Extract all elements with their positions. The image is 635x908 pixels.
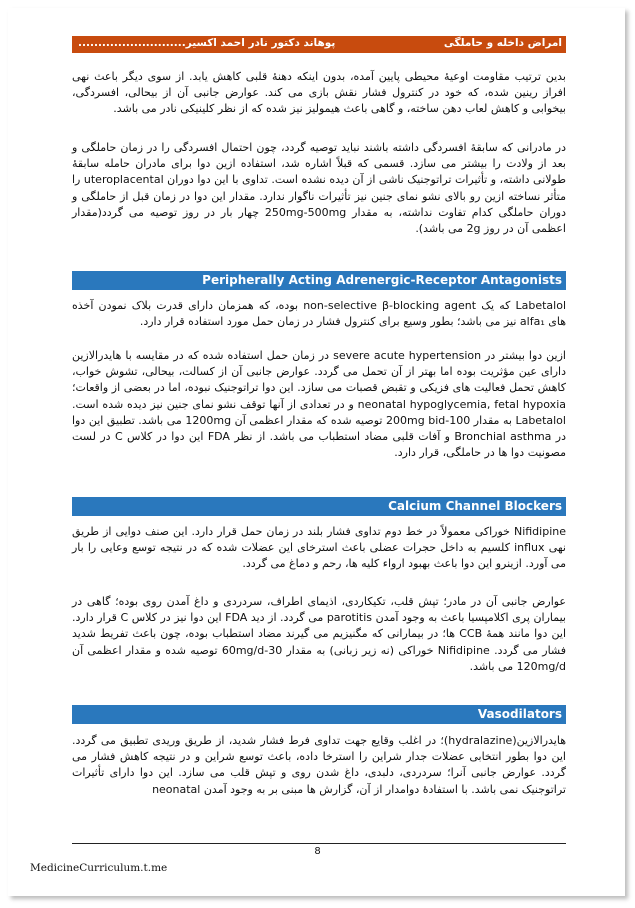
paragraph-1 bbox=[72, 69, 566, 118]
header-author: پوهاند دکتور نادر احمد اکسیر........................... bbox=[78, 37, 336, 49]
paragraph-5 bbox=[72, 524, 566, 573]
section-header-adrenergic bbox=[72, 271, 566, 290]
paragraph-6 bbox=[72, 594, 566, 675]
paragraph-2 bbox=[72, 140, 566, 237]
paragraph-2-text: در مادرانی که سابقهٔ افسردگی داشته باشند نباید توصیه گردد، چون احتمال افسردگی را در زمان حاملگی و بعد از ولادت را بیشتر می سازد. قسمی که قبلاً اشاره شد، استفاده ازین دوا برای مادران حامله سابقهٔ طولانی داشته، و تأثیرات تراتوجنیک ناشی از آن دیده نشده است. تداوی با این دوا دوران uteroplacental را متأثر نساخته ازین رو بالای نشو نمای جنین نیز تأثیرات ناگوار ندارد. مقدار این دوا در زمان قبل از حاملگی و دوران حاملگی کدام تفاوت نداشته، به مقدار 250mg-500mg چهار بار در روز توصیه می گردد(مقدار اعظمی آن در روز 2g می باشد). bbox=[72, 141, 566, 236]
channel-link[interactable]: MedicineCurriculum.t.me bbox=[30, 862, 168, 874]
paragraph-4 bbox=[72, 348, 566, 461]
header-title: امراض داخله و حاملگی bbox=[443, 37, 562, 49]
section-header-vasodilators bbox=[72, 705, 566, 724]
paragraph-3-text: Labetalol که یک non-selective β-blocking agent بوده، که همزمان دارای قدرت بلاک نمودن آخذه های alfa₁ نیز می باشد؛ بطور وسیع برای کنترول فشار در زمان حمل مورد استفاده قرار دارد. bbox=[72, 299, 566, 329]
running-header bbox=[72, 36, 566, 53]
page-number: 8 bbox=[314, 846, 321, 857]
paragraph-3 bbox=[72, 298, 566, 330]
paragraph-1-text: بدین ترتیب مقاومت اوعیهٔ محیطی پایین آمده، بدون اینکه دهنهٔ قلبی کاهش یابد. از سوی دیگر باعث نهی افراز رینین شده، که خود در کنترول فشار نقش بازی می کند. عوارض جانبی آن از بیحالی، افسردگی، بیخوابی و کاهش لعاب دهن ساخته، و گاهی باعث هیمولیز نیز شده که از نظر کلینیکی نادر می باشد. bbox=[72, 70, 566, 116]
paragraph-7-text: هایدرالازین(hydralazine)؛ در اغلب وقایع جهت تداوی فرط فشار شدید، از طریق وریدی تطبیق می گردد. این دوا بطور انتخابی عضلات جدار شراین را استرخا داده، باعث توسع شراین و در نتیجه کاهش فشار می گردد. عوارض جانبی آنرا؛ سردردی، دلبدی، داغ شدن روی و تپش قلب می سازد. این دوا دارای تأثیرات تراتوجنیک نمی باشد. با استفادهٔ دوامدار از آن، گزارش ها مبنی بر به وجود آمدن neonatal bbox=[72, 734, 566, 796]
footer-divider bbox=[72, 843, 566, 844]
section-title: Peripherally Acting Adrenergic-Receptor Antagonists bbox=[202, 273, 562, 287]
section-header-ccb bbox=[72, 497, 566, 516]
paragraph-5-text: Nifidipine خوراکی معمولاً در خط دوم تداوی فشار بلند در زمان حمل قرار دارد. این صنف دوایی از طریق نهی influx کلسیم به داخل حجرات عضلی باعث استرخای این عضلات شده که در نتیجه توسع وعایی را بار می آورد. ازینرو این دوا باعث بهبود ارواء کلیه ها، رحم و دماغ می گردد. bbox=[72, 525, 566, 571]
section-title: Calcium Channel Blockers bbox=[388, 499, 562, 513]
paragraph-4-text: ازین دوا بیشتر در severe acute hypertension در زمان حمل استفاده شده که در مقایسه با هایدرالازین دارای عین مؤثریت بوده اما بهتر از آن تحمل می گردد. عوارض جانبی آن از کسالت، بیحالی، تشوش خواب، کاهش تحمل فعالیت های فزیکی و تقبض قصبات می سازد. این دوا تراتوجنیک نبوده، اما در بعضی از واقعات؛ neonatal hypoglycemia, fetal hypoxia و در تعدادی از آنها توقف نشو نمای جنین نیز دیده شده است. Labetalol به مقدار 100-200mg bid توصیه شده که مقدار اعظمی آن 1200mg می باشد. تطبیق این دوا در Bronchial asthma و آفات قلبی مضاد استطباب می باشد. از نظر FDA این دوا در کلاس C در لست مصونیت دوا ها در حاملگی، قرار دارد. bbox=[72, 349, 567, 460]
paragraph-7 bbox=[72, 733, 566, 798]
paragraph-6-text: عوارض جانبی آن در مادر؛ تپش قلب، تکیکاردی، اذیمای اطراف، سردردی و داغ آمدن روی بوده؛ گاهی در بیماران پری اکلامپسیا باعث به وجود آمدن parotitis می گردد. از دید FDA این دوا نیز در کلاس C قرار دارد. این دوا مانند همهٔ CCB ها؛ در بیمارانی که مگنیزیم می گیرند مضاد استطباب بوده، چون باعث تفریط شدید فشار می گردد. Nifidipine خوراکی (نه زیر زبانی) به مقدار 30-60mg/d توصیه شده و مقدار اعظمی آن 120mg/d می باشد. bbox=[72, 595, 566, 673]
section-title: Vasodilators bbox=[477, 707, 562, 721]
